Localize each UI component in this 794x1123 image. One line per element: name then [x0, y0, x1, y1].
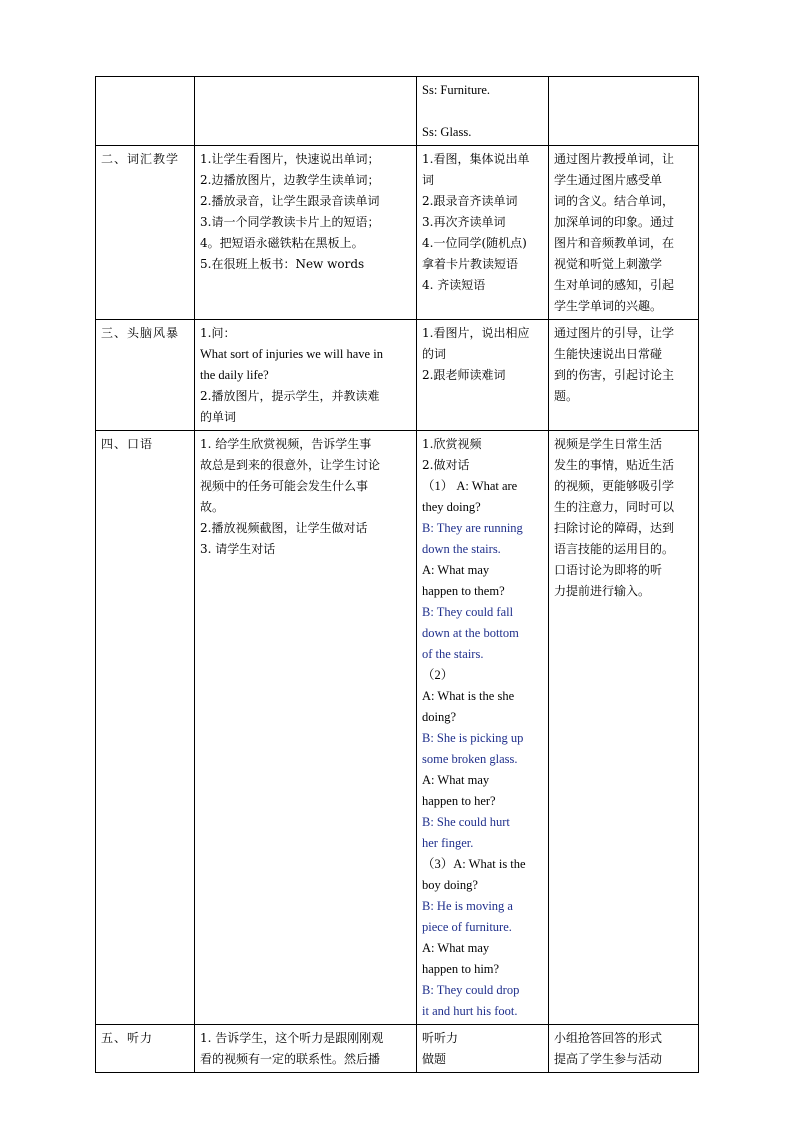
- text-line: 2.做对话: [422, 458, 470, 472]
- purpose-cell: [549, 1025, 699, 1073]
- lesson-plan-table: [95, 76, 699, 1073]
- text-line: 学生通过图片感受单: [554, 173, 663, 187]
- text-line: 3.再次齐读单词: [422, 215, 506, 229]
- purpose-cell: [549, 77, 699, 146]
- text-line: Ss: Glass.: [422, 125, 472, 139]
- stage-label: 五、听力: [101, 1031, 154, 1045]
- stage-cell: [96, 320, 195, 431]
- student-activity-cell: [417, 320, 549, 431]
- text-line: they doing?: [422, 500, 481, 514]
- text-line: 加深单词的印象。通过: [554, 215, 675, 229]
- text-line: doing?: [422, 710, 457, 724]
- text-line: 力提前进行输入。: [554, 584, 651, 598]
- text-line: 做题: [422, 1052, 447, 1066]
- text-line: boy doing?: [422, 878, 478, 892]
- stage-cell: [96, 146, 195, 320]
- text-line: 语言技能的运用目的。: [554, 542, 675, 556]
- text-line: some broken glass.: [422, 752, 518, 766]
- table-row: [96, 146, 699, 320]
- text-line: 视觉和听觉上刺激学: [554, 257, 663, 271]
- text-line: 题。: [554, 389, 579, 403]
- table-row: [96, 1025, 699, 1073]
- teacher-activity-cell: [195, 77, 417, 146]
- text-line: 4.一位同学(随机点): [422, 236, 527, 250]
- text-line: 视频中的任务可能会发生什么事: [200, 479, 369, 493]
- text-line: happen to her?: [422, 794, 496, 808]
- text-line: A: What is the she: [422, 689, 515, 703]
- teacher-activity-cell: [195, 146, 417, 320]
- text-line: the daily life?: [200, 368, 269, 382]
- text-line: 的词: [422, 347, 447, 361]
- text-line: 听听力: [422, 1031, 459, 1045]
- text-line: 到的伤害，引起讨论主: [554, 368, 675, 382]
- text-line: 口语讨论为即将的听: [554, 563, 663, 577]
- text-line: 小组抢答回答的形式: [554, 1031, 663, 1045]
- text-line: 的单词: [200, 410, 237, 424]
- text-line: piece of furniture.: [422, 920, 512, 934]
- text-line: B: He is moving a: [422, 899, 513, 913]
- text-line: 2.播放视频截图，让学生做对话: [200, 521, 368, 535]
- text-line: 发生的事情，贴近生活: [554, 458, 675, 472]
- text-line: 图片和音频教单词，在: [554, 236, 675, 250]
- text-line: A: What may: [422, 563, 490, 577]
- text-line: 通过图片的引导，让学: [554, 326, 675, 340]
- purpose-cell: [549, 320, 699, 431]
- text-line: A: What may: [422, 773, 490, 787]
- text-line: 2.跟老师读难词: [422, 368, 506, 382]
- text-line: （2）: [422, 668, 454, 682]
- text-line: happen to him?: [422, 962, 500, 976]
- text-line: 4. 齐读短语: [422, 278, 486, 292]
- student-activity-cell: [417, 146, 549, 320]
- text-line: down the stairs.: [422, 542, 501, 556]
- text-line: 生对单词的感知，引起: [554, 278, 675, 292]
- text-line: B: She is picking up: [422, 731, 524, 745]
- text-line: What sort of injuries we will have in: [200, 347, 383, 361]
- purpose-cell: [549, 431, 699, 1025]
- text-line: B: They could drop: [422, 983, 520, 997]
- text-line: of the stairs.: [422, 647, 484, 661]
- text-line: 生能快速说出日常碰: [554, 347, 663, 361]
- text-line: B: They are running: [422, 521, 523, 535]
- student-activity-cell: [417, 77, 549, 146]
- text-line: 词的含义。结合单词，: [554, 194, 675, 208]
- text-line: 1.问：: [200, 326, 236, 340]
- table-row: [96, 320, 699, 431]
- text-line: 学生学单词的兴趣。: [554, 299, 663, 313]
- text-line: happen to them?: [422, 584, 505, 598]
- text-line: 视频是学生日常生活: [554, 437, 663, 451]
- text-line: 3. 请学生对话: [200, 542, 276, 556]
- teacher-activity-cell: [195, 431, 417, 1025]
- text-line: 1.欣赏视频: [422, 437, 482, 451]
- text-line: 的视频，更能够吸引学: [554, 479, 675, 493]
- text-line: 词: [422, 173, 435, 187]
- text-line: Ss: Furniture.: [422, 83, 491, 97]
- text-line: 扫除讨论的障碍，达到: [554, 521, 675, 535]
- stage-label: 三、头脑风暴: [101, 326, 180, 340]
- text-line: 故。: [200, 500, 225, 514]
- text-line: B: She could hurt: [422, 815, 510, 829]
- stage-cell: [96, 77, 195, 146]
- text-line: 1. 告诉学生，这个听力是跟刚刚观: [200, 1031, 384, 1045]
- text-line: 故总是到来的很意外，让学生讨论: [200, 458, 381, 472]
- text-line: 4。把短语永磁铁粘在黑板上。: [200, 236, 364, 250]
- text-line: 1.看图片，说出相应: [422, 326, 530, 340]
- teacher-activity-cell: [195, 1025, 417, 1073]
- purpose-cell: [549, 146, 699, 320]
- text-line: B: They could fall: [422, 605, 514, 619]
- text-line: 1.看图，集体说出单: [422, 152, 530, 166]
- table-row: [96, 431, 699, 1025]
- text-line: down at the bottom: [422, 626, 519, 640]
- text-line: 5.在很班上板书：New words: [200, 257, 365, 271]
- text-line: 生的注意力，同时可以: [554, 500, 675, 514]
- text-line: 2.播放图片，提示学生，并教读难: [200, 389, 380, 403]
- stage-label: 四、口语: [101, 437, 154, 451]
- teacher-activity-cell: [195, 320, 417, 431]
- student-activity-cell: [417, 1025, 549, 1073]
- text-line: 提高了学生参与活动: [554, 1052, 663, 1066]
- text-line: 1. 给学生欣赏视频，告诉学生事: [200, 437, 372, 451]
- text-line: A: What may: [422, 941, 490, 955]
- text-line: 2.边播放图片，边教学生读单词；: [200, 173, 380, 187]
- table-row: [96, 77, 699, 146]
- text-line: 2.播放录音，让学生跟录音读单词: [200, 194, 380, 208]
- text-line: （3）A: What is the: [422, 857, 526, 871]
- text-line: （1） A: What are: [422, 479, 518, 493]
- text-line: 2.跟录音齐读单词: [422, 194, 518, 208]
- text-line: 看的视频有一定的联系性。然后播: [200, 1052, 381, 1066]
- stage-cell: [96, 1025, 195, 1073]
- text-line: 3.请一个同学教读卡片上的短语；: [200, 215, 380, 229]
- text-line: 通过图片教授单词，让: [554, 152, 675, 166]
- text-line: 拿着卡片教读短语: [422, 257, 519, 271]
- student-activity-cell: [417, 431, 549, 1025]
- text-line: [422, 101, 544, 122]
- text-line: it and hurt his foot.: [422, 1004, 518, 1018]
- text-line: 1.让学生看图片，快速说出单词；: [200, 152, 380, 166]
- stage-label: 二、词汇教学: [101, 152, 180, 166]
- text-line: her finger.: [422, 836, 474, 850]
- stage-cell: [96, 431, 195, 1025]
